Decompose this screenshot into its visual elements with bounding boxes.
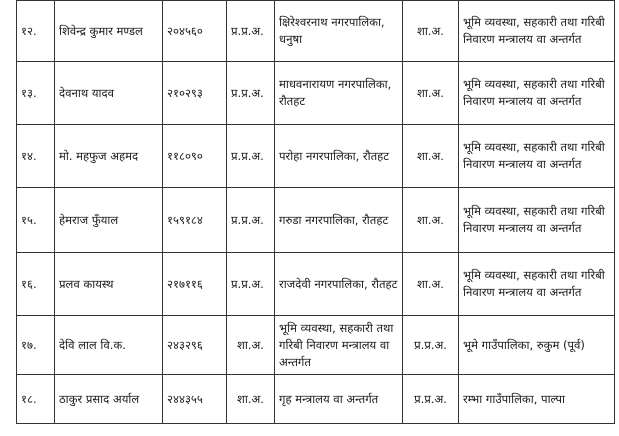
serial-number: १२. xyxy=(17,1,55,62)
current-office: भूमि व्यवस्था, सहकारी तथा गरिबी निवारण मन्त्रालय वा अन्तर्गत xyxy=(275,316,403,375)
employee-name: प्रलव कायस्थ xyxy=(55,253,163,316)
employee-name: मो. महफुज अहमद xyxy=(55,125,163,188)
table-row xyxy=(17,62,615,125)
serial-number: १८. xyxy=(17,375,55,424)
employee-name: देवि लाल वि.क. xyxy=(55,316,163,375)
new-office: भूमि व्यवस्था, सहकारी तथा गरिबी निवारण मन्त्रालय वा अन्तर्गत xyxy=(459,1,615,62)
current-post-class: शा.अ. xyxy=(227,375,275,424)
table-row xyxy=(17,125,615,188)
current-post-class: प्र.प्र.अ. xyxy=(227,253,275,316)
employee-id: २४४३५५ xyxy=(163,375,227,424)
current-post-class: प्र.प्र.अ. xyxy=(227,125,275,188)
new-post-class: शा.अ. xyxy=(403,253,459,316)
serial-number: १३. xyxy=(17,62,55,125)
current-office: गरुडा नगरपालिका, रौतहट xyxy=(275,188,403,253)
table-row xyxy=(17,253,615,316)
table-row xyxy=(17,188,615,253)
employee-id: २४३२९६ xyxy=(163,316,227,375)
employee-id: २०४५६० xyxy=(163,1,227,62)
current-post-class: प्र.प्र.अ. xyxy=(227,188,275,253)
current-office: माधवनारायण नगरपालिका, रौतहट xyxy=(275,62,403,125)
serial-number: १६. xyxy=(17,253,55,316)
new-post-class: शा.अ. xyxy=(403,188,459,253)
employee-id: १५९१८४ xyxy=(163,188,227,253)
current-post-class: प्र.प्र.अ. xyxy=(227,1,275,62)
serial-number: १४. xyxy=(17,125,55,188)
employee-name: शिवेन्द्र कुमार मण्डल xyxy=(55,1,163,62)
current-office: गृह मन्त्रालय वा अन्तर्गत xyxy=(275,375,403,424)
table-row xyxy=(17,375,615,424)
employee-id: ११८०९० xyxy=(163,125,227,188)
new-post-class: प्र.प्र.अ. xyxy=(403,375,459,424)
serial-number: १७. xyxy=(17,316,55,375)
employee-name: देवनाथ यादव xyxy=(55,62,163,125)
employee-name: ठाकुर प्रसाद अर्याल xyxy=(55,375,163,424)
new-post-class: शा.अ. xyxy=(403,1,459,62)
table-row xyxy=(17,1,615,62)
new-office: भूमि व्यवस्था, सहकारी तथा गरिबी निवारण मन्त्रालय वा अन्तर्गत xyxy=(459,253,615,316)
new-office: रम्भा गाउँपालिका, पाल्पा xyxy=(459,375,615,424)
serial-number: १५. xyxy=(17,188,55,253)
current-office: राजदेवी नगरपालिका, रौतहट xyxy=(275,253,403,316)
new-office: भूमे गाउँपालिका, रुकुम (पूर्व) xyxy=(459,316,615,375)
new-post-class: प्र.प्र.अ. xyxy=(403,316,459,375)
new-office: भूमि व्यवस्था, सहकारी तथा गरिबी निवारण मन्त्रालय वा अन्तर्गत xyxy=(459,188,615,253)
new-post-class: शा.अ. xyxy=(403,125,459,188)
new-office: भूमि व्यवस्था, सहकारी तथा गरिबी निवारण मन्त्रालय वा अन्तर्गत xyxy=(459,125,615,188)
current-office: परोहा नगरपालिका, रौतहट xyxy=(275,125,403,188)
employee-id: २१०२९३ xyxy=(163,62,227,125)
transfer-table xyxy=(16,0,615,424)
employee-name: हेमराज फुँयाल xyxy=(55,188,163,253)
new-post-class: शा.अ. xyxy=(403,62,459,125)
current-post-class: शा.अ. xyxy=(227,316,275,375)
current-office: क्षिरेश्वरनाथ नगरपालिका, धनुषा xyxy=(275,1,403,62)
table-row xyxy=(17,316,615,375)
current-post-class: प्र.प्र.अ. xyxy=(227,62,275,125)
employee-id: २१७११६ xyxy=(163,253,227,316)
new-office: भूमि व्यवस्था, सहकारी तथा गरिबी निवारण मन्त्रालय वा अन्तर्गत xyxy=(459,62,615,125)
